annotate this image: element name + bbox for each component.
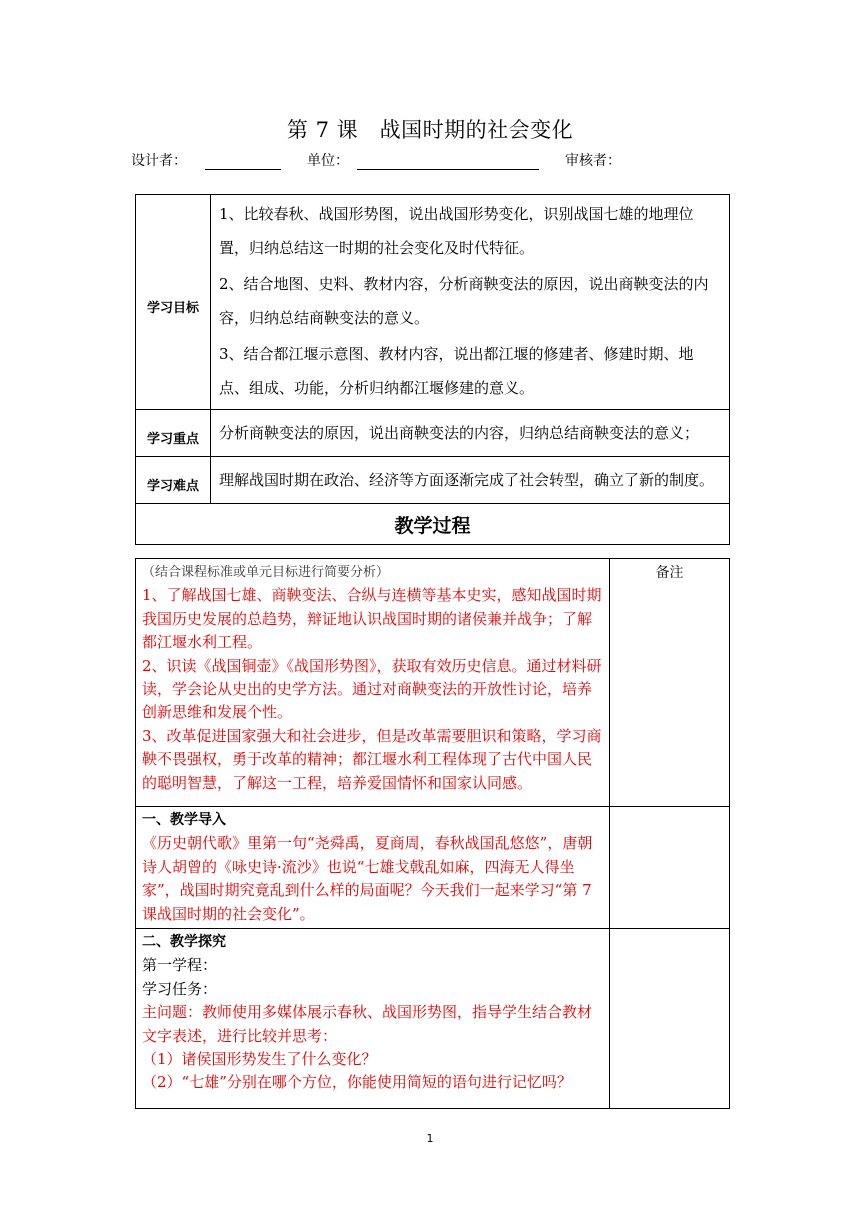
question-1: （1）诸侯国形势发生了什么变化？: [142, 1050, 377, 1069]
designer-row: [131, 150, 751, 172]
reviewer-label: 审核者：: [565, 153, 621, 169]
analysis-cell: [136, 559, 610, 807]
unit-blank: [357, 169, 539, 170]
intro-text: 《历史朝代歌》里第一句“尧舜禹，夏商周，春秋战国乱悠悠”，唐朝诗人胡曾的《咏史诗·流沙》也说“七雄戈戟乱如麻，四海无人得坐家”，战国时期究竟乱到什么样的局面呢？今天我们一起来学习“第 7 课战国时期的社会变化”。: [142, 834, 593, 923]
process-heading: 教学过程: [136, 504, 730, 545]
process-heading-row: [136, 504, 730, 545]
process-table: [135, 558, 730, 1109]
intro-remarks: [610, 807, 730, 929]
goal-item: 2、结合地图、史料、教材内容，分析商鞅变法的原因，说出商鞅变法的内容，归纳总结商鞅变法的意义。: [219, 275, 709, 327]
remarks-label: 备注: [610, 559, 730, 807]
analysis-item: 2、识读《战国铜壶》《战国形势图》，获取有效历史信息。通过材料研读，学会论从史出的史学方法。通过对商鞅变法的开放性讨论，培养创新思维和发展个性。: [142, 656, 602, 722]
difficult-text: 理解战国时期在政治、经济等方面逐渐完成了社会转型，确立了新的制度。: [211, 457, 730, 504]
designer-blank: [205, 169, 281, 170]
intro-cell: [136, 807, 610, 929]
intro-row: [136, 807, 730, 929]
analysis-item: 1、了解战国七雄、商鞅变法、合纵与连横等基本史实，感知战国时期我国历史发展的总趋势，辩证地认识战国时期的诸侯兼并战争；了解都江堰水利工程。: [142, 586, 602, 652]
unit-label: 单位：: [307, 153, 349, 169]
analysis-item: 3、改革促进国家强大和社会进步，但是改革需要胆识和策略，学习商鞅不畏强权，勇于改革的精神；都江堰水利工程体现了古代中国人民的聪明智慧，了解这一工程，培养爱国情怀和国家认同感。: [142, 726, 602, 792]
main-question-text: 主问题：教师使用多媒体展示春秋、战国形势图，指导学生结合教材文字表述，进行比较并思考：: [142, 1003, 593, 1045]
explore-heading: 二、教学探究: [142, 934, 226, 951]
designer-label: 设计者：: [131, 153, 187, 169]
task-label: 学习任务：: [142, 979, 218, 998]
key-label: 学习重点: [136, 410, 211, 457]
stage-label: 第一学程：: [142, 956, 218, 975]
goal-item: 1、比较春秋、战国形势图，说出战国形势变化，识别战国七雄的地理位置，归纳总结这一时期的社会变化及时代特征。: [219, 205, 694, 257]
goal-item: 3、结合都江堰示意图、教材内容，说出都江堰的修建者、修建时期、地点、组成、功能，分析归纳都江堰修建的意义。: [219, 345, 694, 397]
lesson-title: 第 7 课 战国时期的社会变化: [286, 118, 574, 142]
explore-cell: [136, 929, 610, 1109]
key-text: 分析商鞅变法的原因，说出商鞅变法的内容，归纳总结商鞅变法的意义；: [211, 410, 730, 457]
page-number: 1: [426, 1132, 434, 1145]
explore-row: [136, 929, 730, 1109]
analysis-row: [136, 559, 730, 807]
goals-cell: [211, 195, 730, 410]
main-question: [142, 1001, 603, 1048]
explore-remarks: [610, 929, 730, 1109]
key-row: [136, 410, 730, 457]
goals-row: [136, 195, 730, 410]
analysis-note: （结合课程标准或单元目标进行简要分析）: [142, 565, 390, 580]
question-2: （2）“七雄”分别在哪个方位，你能使用简短的语句进行记忆吗？: [142, 1073, 572, 1092]
difficult-row: [136, 457, 730, 504]
difficult-label: 学习难点: [136, 457, 211, 504]
objectives-table: [135, 194, 730, 545]
intro-heading: 一、教学导入: [142, 812, 226, 828]
goals-label: 学习目标: [136, 195, 211, 410]
